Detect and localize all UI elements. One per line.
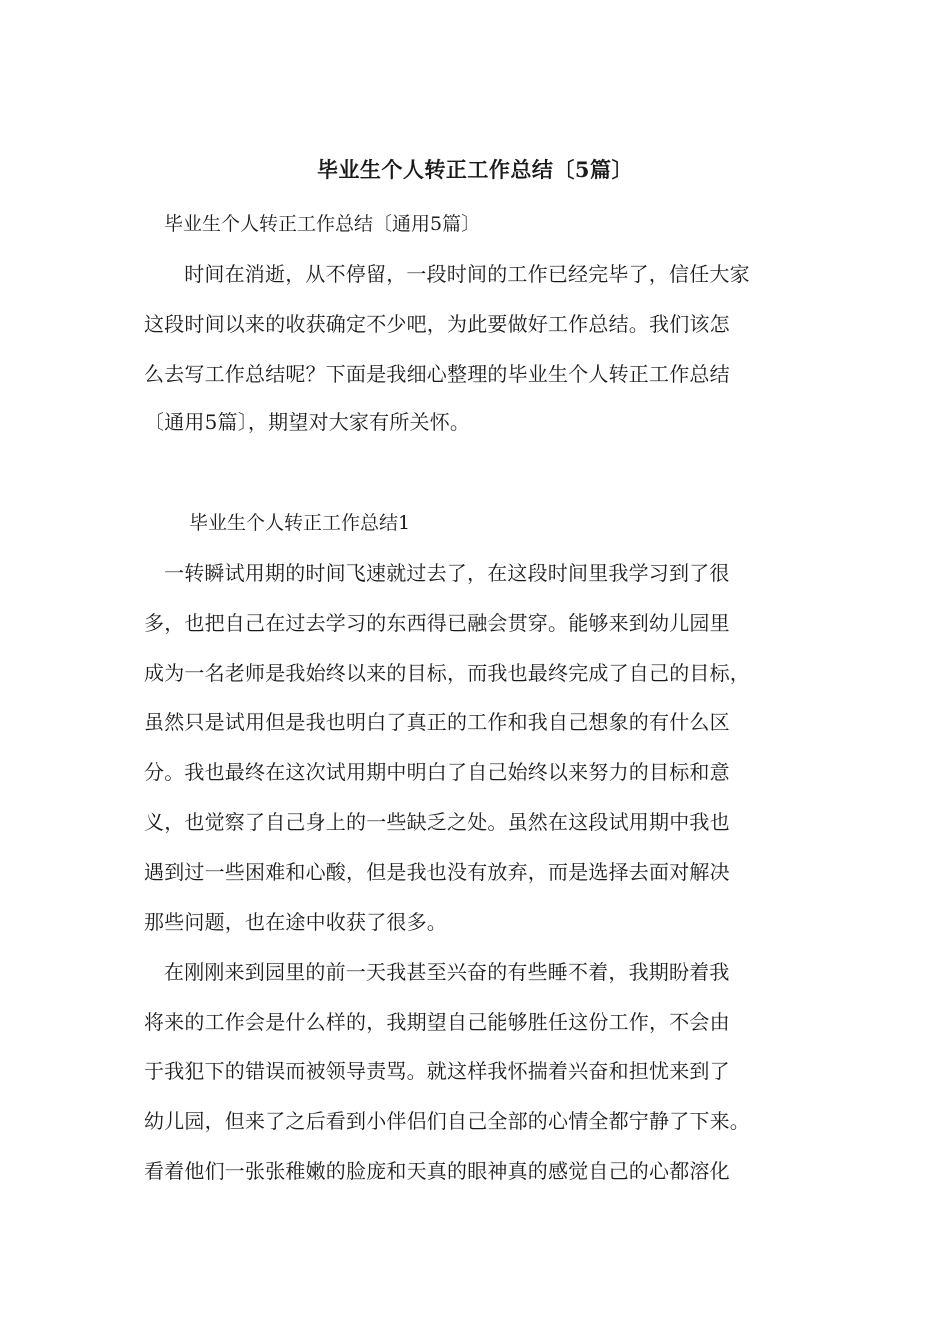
- paragraph-line: 那些问题，也在途中收获了很多。: [144, 910, 447, 934]
- document-title: 毕业生个人转正工作总结〔5篇〕: [316, 157, 634, 182]
- paragraph-line: 虽然只是试用但是我也明白了真正的工作和我自己想象的有什么区: [144, 710, 730, 734]
- paragraph-line: 在刚刚来到园里的前一天我甚至兴奋的有些睡不着，我期盼着我: [164, 960, 730, 984]
- document-subtitle: 毕业生个人转正工作总结〔通用5篇〕: [164, 213, 481, 235]
- paragraph-line: 成为一名老师是我始终以来的目标，而我也最终完成了自己的目标，: [144, 661, 750, 685]
- paragraph-line: 幼儿园，但来了之后看到小伴侣们自己全部的心情全都宁静了下来。: [144, 1109, 750, 1133]
- paragraph-line: 义，也觉察了自己身上的一些缺乏之处。虽然在这段试用期中我也: [144, 810, 730, 834]
- paragraph-line: 于我犯下的错误而被领导责骂。就这样我怀揣着兴奋和担忧来到了: [144, 1059, 730, 1083]
- paragraph-line: 分。我也最终在这次试用期中明白了自己始终以来努力的目标和意: [144, 760, 730, 784]
- paragraph-line: 一转瞬试用期的时间飞速就过去了，在这段时间里我学习到了很: [164, 561, 730, 585]
- paragraph-line: 遇到过一些困难和心酸，但是我也没有放弃，而是选择去面对解决: [144, 860, 730, 884]
- intro-line: 〔通用5篇〕，期望对大家有所关怀。: [144, 410, 471, 434]
- intro-line: 这段时间以来的收获确定不少吧，为此要做好工作总结。我们该怎: [144, 312, 730, 336]
- section-heading: 毕业生个人转正工作总结1: [189, 512, 411, 534]
- intro-line: 时间在消逝，从不停留，一段时间的工作已经完毕了，信任大家: [164, 262, 750, 286]
- paragraph-line: 多，也把自己在过去学习的东西得已融会贯穿。能够来到幼儿园里: [144, 611, 730, 635]
- intro-line: 么去写工作总结呢？下面是我细心整理的毕业生个人转正工作总结: [144, 362, 730, 386]
- paragraph-line: 看着他们一张张稚嫩的脸庞和天真的眼神真的感觉自己的心都溶化: [144, 1159, 730, 1183]
- paragraph-line: 将来的工作会是什么样的，我期望自己能够胜任这份工作，不会由: [144, 1010, 730, 1034]
